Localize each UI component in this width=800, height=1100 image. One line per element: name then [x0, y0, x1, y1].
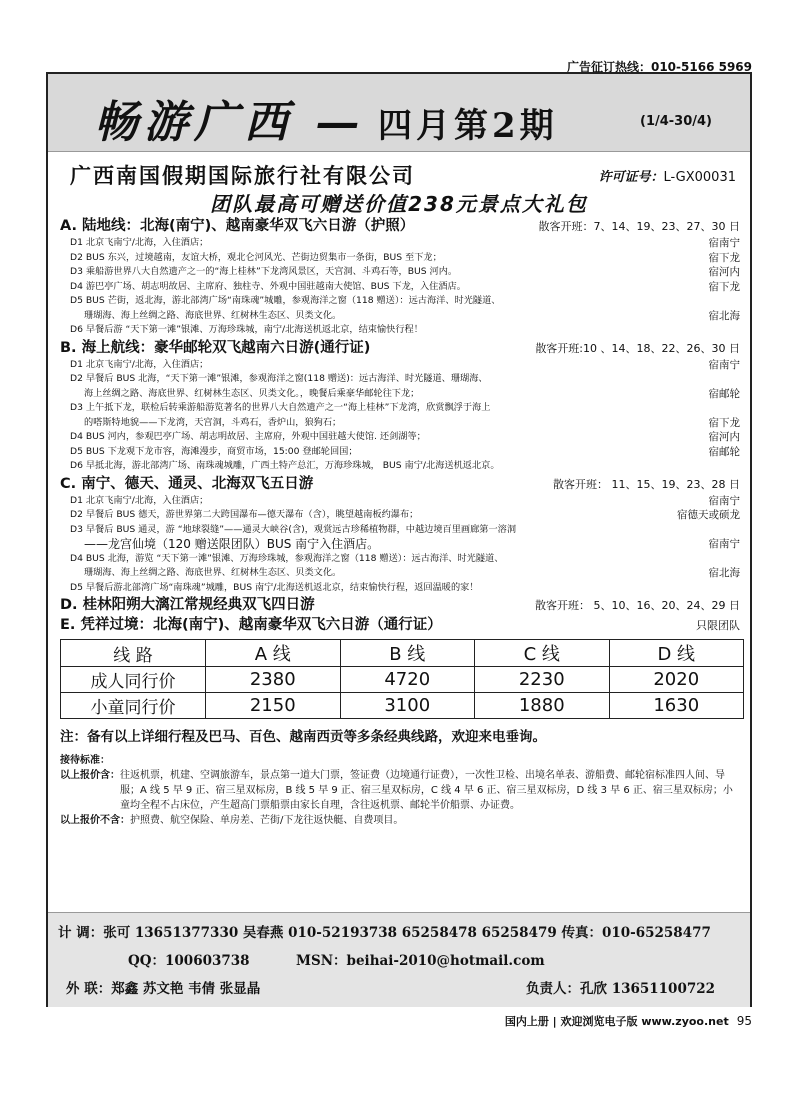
stay: 宿河内	[708, 431, 740, 443]
license-label: 许可证号：	[598, 170, 664, 185]
day-text: D1 北京飞南宁/北海，入住酒店；	[70, 237, 209, 248]
banner-title: 畅游广西 —	[94, 97, 366, 148]
day-text-cont: 海上丝绸之路、海底世界、红树林生态区、贝类文化。，晚餐后乘豪华邮轮往下龙；	[84, 387, 420, 399]
page-number: 95	[736, 1014, 752, 1028]
stay: 宿下龙	[708, 280, 740, 293]
day-row	[60, 508, 740, 523]
section-b-title	[60, 338, 740, 358]
table-header-cell: C 线	[475, 640, 610, 667]
liaison-contact: 外 联：郑鑫 苏文艳 韦倩 张显晶	[66, 981, 261, 997]
standards-heading: 接待标准：	[60, 755, 110, 766]
included-label: 以上报价含：	[60, 770, 120, 781]
stay: 宿南宁	[708, 538, 740, 550]
day-text: D5 早餐后游北部湾广场“南珠魂”城雕，BUS 南宁/北海送机返北京，结束愉快行程，返回温暖的家！	[70, 581, 479, 593]
day-text: D2 早餐后 BUS 德天，游世界第二大跨国瀑布—德天瀑布（含），眺望越南板约瀑布；	[70, 509, 419, 520]
contact-box	[48, 912, 750, 1007]
day-row	[60, 552, 740, 581]
section-a-title	[60, 216, 740, 236]
stay: 宿下龙	[708, 416, 740, 429]
stay: 宿邮轮	[708, 387, 740, 400]
departure-dates: 散客开班： 11、15、19、23、28 日	[553, 477, 740, 491]
day-row	[60, 430, 740, 445]
footer	[505, 1013, 752, 1029]
ad-frame	[46, 72, 752, 1007]
day-row	[60, 494, 740, 509]
section-c-title	[60, 474, 740, 494]
table-cell: 2020	[609, 667, 744, 693]
service-standards	[60, 753, 740, 828]
headline: 团队最高可赠送价值238元景点大礼包	[210, 192, 588, 216]
section-title: C. 南宁、德天、通灵、北海双飞五日游	[60, 475, 314, 492]
departure-dates: 只限团队	[696, 619, 740, 632]
included-row	[60, 768, 740, 813]
table-cell: 2230	[475, 667, 610, 693]
day-row	[60, 401, 740, 430]
stay: 宿南宁	[708, 494, 740, 507]
msn-contact: MSN：beihai-2010@hotmail.com	[296, 953, 545, 969]
day-row	[60, 372, 740, 401]
day-text-cont: 的嗒斯特地貌——下龙湾，天宫洞，斗鸡石，香炉山，狼狗石；	[84, 416, 342, 428]
day-text: D6 早抵北海，游北部湾广场、南珠魂城雕，广西土特产总汇，万海珍珠城， BUS 南宁/北海送机返北京。	[70, 460, 500, 471]
day-text: D4 游巴亭广场、胡志明故居、主席府、独柱寺、外观中国驻越南大使馆、BUS 下龙，入住酒店。	[70, 280, 466, 292]
departure-dates: 散客开班：7、14、19、23、27、30 日	[538, 220, 740, 233]
day-row	[60, 459, 740, 474]
stay: 宿邮轮	[708, 445, 740, 458]
table-row	[61, 667, 744, 693]
table-header-row	[61, 640, 744, 667]
day-text: D4 BUS 北海，游览 “天下第一滩”银滩、万海珍珠城，参观海洋之窗（118 赠送）：远古海洋、时光隧道、	[70, 552, 504, 564]
day-text: D1 北京飞南宁/北海，入住酒店；	[70, 494, 209, 506]
license-value: L-GX00031	[663, 170, 736, 185]
day-text: D3 乘船游世界八大自然遗产之一的“海上桂林”下龙湾风景区，天宫洞、斗鸡石等，BUS 河内。	[70, 266, 458, 277]
stay: 宿南宁	[708, 237, 740, 249]
footer-text: 国内上册 | 欢迎浏览电子版 www.zyoo.net	[504, 1015, 729, 1028]
day-text-cont: 珊瑚海、海上丝绸之路、海底世界、红树林生态区、贝类文化。	[84, 309, 342, 321]
stay: 宿下龙	[708, 251, 740, 264]
table-cell: 4720	[340, 667, 475, 693]
table-header-cell: B 线	[340, 640, 475, 667]
day-row	[60, 251, 740, 266]
agency-name: 广西南国假期国际旅行社有限公司	[70, 164, 415, 188]
day-row	[60, 280, 740, 295]
table-cell: 成人同行价	[61, 667, 206, 693]
day-row	[60, 236, 740, 251]
qq-contact: QQ：100603738	[128, 953, 250, 969]
table-header-cell: D 线	[609, 640, 744, 667]
license	[598, 166, 736, 185]
section-title: B. 海上航线：豪华邮轮双飞越南六日游(通行证)	[60, 339, 371, 356]
table-cell: 1880	[475, 693, 610, 719]
banner-range: (1/4-30/4)	[640, 114, 713, 129]
day-text: D6 早餐后游 “天下第一滩”银滩、万海珍珠城，南宁/北海送机返北京，结束愉快行程！	[70, 324, 423, 335]
section-title: A. 陆地线：北海(南宁)、越南豪华双飞六日游（护照）	[60, 218, 415, 234]
stay: 宿北海	[708, 567, 740, 579]
table-row	[61, 693, 744, 719]
stay: 宿德天或硕龙	[677, 509, 740, 521]
day-text: D2 早餐后 BUS 北海，“天下第一滩”银滩，参观海洋之窗(118 赠送)：远古海洋、时光隧道、珊瑚海、	[70, 373, 488, 384]
day-row	[60, 445, 740, 460]
day-text-cont: ——龙宫仙境（120 赠送限团队）BUS 南宁入住酒店。	[84, 537, 380, 551]
table-header-cell: A 线	[206, 640, 341, 667]
departure-dates: 散客开班： 5、10、16、20、24、29 日	[535, 599, 740, 612]
day-text: D5 BUS 芒街，返北海，游北部湾广场“南珠魂”城雕，参观海洋之窗（118 赠送）：远古海洋、时光隧道、	[70, 295, 501, 306]
day-row	[60, 581, 740, 596]
day-text: D1 北京飞南宁/北海，入住酒店；	[70, 358, 209, 370]
itinerary-content	[60, 216, 740, 828]
banner-month: 四月第2期	[378, 106, 558, 146]
section-title: E. 凭祥过境：北海(南宁)、越南豪华双飞六日游（通行证）	[60, 617, 442, 633]
manager-contact: 负责人：孔欣 13651100722	[526, 981, 716, 997]
table-cell: 2380	[206, 667, 341, 693]
operator-contact: 计 调：张可 13651377330 吴春燕 010-52193738 65258478 65258479 传真：010-65258477	[58, 925, 711, 941]
day-text: D3 早餐后 BUS 通灵，游 “地球裂缝”——通灵大峡谷(含)，观赏远古珍稀植物群，中越边境百里画廊第一溶洞	[70, 523, 517, 535]
hotline: 广告征订热线：010-5166 5969	[566, 60, 752, 74]
day-row	[60, 323, 740, 338]
day-row	[60, 265, 740, 280]
section-d-title	[60, 595, 740, 615]
day-row	[60, 294, 740, 323]
table-cell: 2150	[206, 693, 341, 719]
stay: 宿河内	[708, 266, 740, 278]
banner	[48, 74, 750, 152]
day-text: D3 上午抵下龙，联检后转乘游船游览著名的世界八大自然遗产之一“海上桂林”下龙湾，欣赏飘浮于海上	[70, 402, 491, 413]
section-title: D. 桂林阳朔大漓江常规经典双飞四日游	[60, 597, 315, 613]
day-text: D5 BUS 下龙观下龙市容，海滩漫步，商贸市场，15:00 登邮轮回国；	[70, 445, 358, 457]
price-table	[60, 639, 744, 719]
day-row	[60, 358, 740, 373]
stay: 宿北海	[708, 309, 740, 322]
table-cell: 1630	[609, 693, 744, 719]
departure-dates: 散客开班:10 、14、18、22、26、30 日	[535, 341, 740, 355]
excluded-row	[60, 813, 740, 828]
day-text: D4 BUS 河内，参观巴亭广场、胡志明故居、主席府，外观中国驻越大使馆. 还剑湖等；	[70, 431, 426, 442]
table-cell: 3100	[340, 693, 475, 719]
excluded-text: 护照费、航空保险、单房差、芒街/下龙往返快艇、自费项目。	[130, 815, 404, 826]
note: 注：备有以上详细行程及巴马、百色、越南西贡等多条经典线路，欢迎来电垂询。	[60, 729, 546, 745]
stay: 宿南宁	[708, 358, 740, 371]
day-row	[60, 523, 740, 552]
section-e-title	[60, 615, 740, 635]
day-text-cont: 珊瑚海、海上丝绸之路、海底世界、红树林生态区、贝类文化。	[84, 567, 342, 578]
table-header-cell: 线 路	[61, 640, 206, 667]
day-text: D2 BUS 东兴，过境越南，友谊大桥，观北仑河风光、芒街边贸集市一条街，BUS 至下龙；	[70, 251, 442, 263]
excluded-label: 以上报价不含：	[60, 815, 130, 826]
table-cell: 小童同行价	[61, 693, 206, 719]
included-text: 往返机票，机建、空调旅游车，景点第一道大门票，签证费（边境通行证费），一次性卫检、出境名单表、游船费、邮轮宿标准四人间、导服；A 线 5 早 9 正、宿三星双标房，B 线 5 早 9 正、宿三星双标房，C 线 4 早 6 正、宿三星双标房，D 线 3 早 6 正、宿三星双标房；小童均全程不占床位，产生超高门票船票由家长自理，含往返机票、邮轮半价船票、办证费。	[120, 770, 733, 811]
